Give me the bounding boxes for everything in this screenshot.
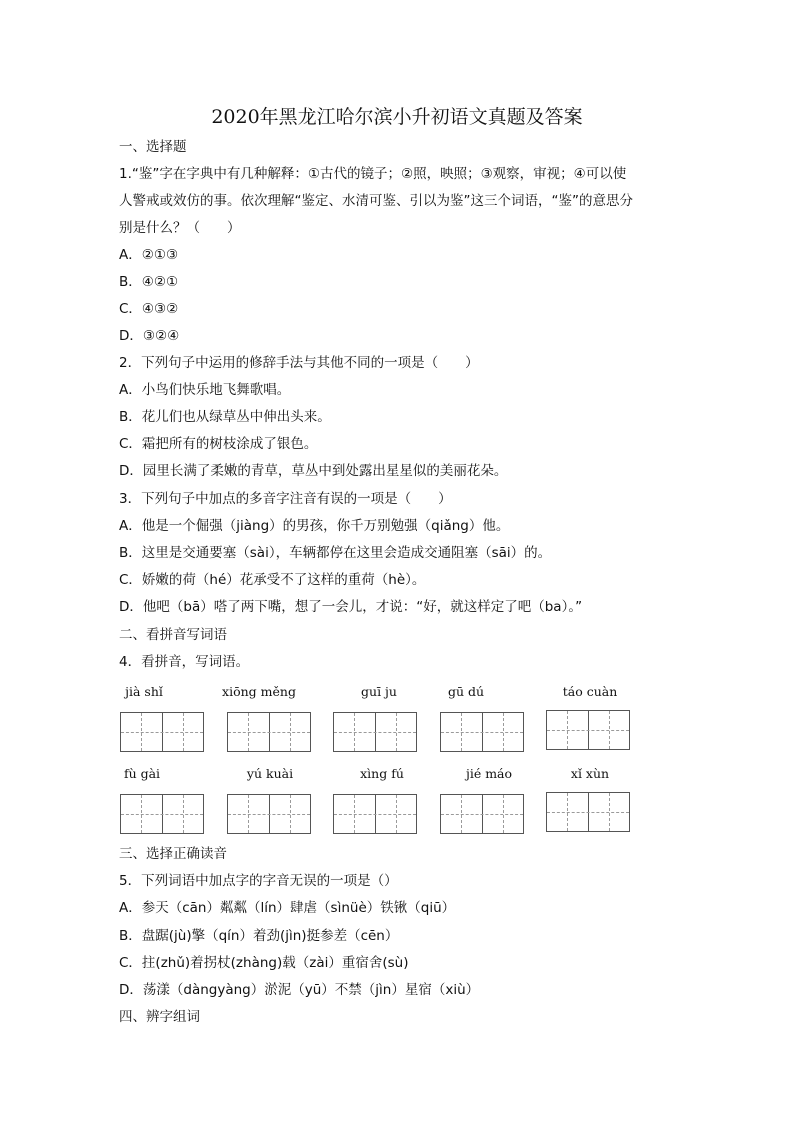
section-heading-pronunciation: 三、选择正确读音: [119, 846, 227, 862]
q4-stem: 4．看拼音，写词语。: [119, 654, 250, 670]
q2-option-a: A．小鸟们快乐地飞舞歌唱。: [119, 382, 291, 398]
q1-option-a: A．②①③: [119, 247, 179, 263]
pinyin-label: yú kuài: [246, 766, 294, 781]
character-writing-grid[interactable]: [440, 794, 524, 834]
q3-stem: 3．下列句子中加点的多音字注音有误的一项是（ ）: [119, 491, 452, 507]
q2-option-b: B．花儿们也从绿草丛中伸出头来。: [119, 409, 331, 425]
section-heading-pinyin: 二、看拼音写词语: [119, 627, 227, 643]
character-writing-grid[interactable]: [227, 712, 311, 752]
character-writing-grid[interactable]: [546, 710, 630, 750]
pinyin-label: gū dú: [447, 684, 485, 699]
q5-option-a: A．参天（cān）粼粼（lín）肆虐（sìnüè）铁锹（qiū）: [119, 900, 456, 916]
pinyin-label: xǐ xùn: [570, 766, 610, 781]
character-writing-grid[interactable]: [546, 792, 630, 832]
q2-option-d: D．园里长满了柔嫩的青草，草丛中到处露出星星似的美丽花朵。: [119, 463, 508, 479]
q1-stem-line-2: 人警戒或效仿的事。依次理解“鉴定、水清可鉴、引以为鉴”这三个词语，“鉴”的意思分: [119, 193, 633, 209]
section-heading-choice: 一、选择题: [119, 139, 187, 155]
pinyin-label: xìng fú: [360, 766, 404, 781]
q5-stem: 5．下列词语中加点字的字音无误的一项是（）: [119, 873, 398, 889]
q5-option-d: D．荡漾（dàngyàng）淤泥（yū）不禁（jìn）星宿（xiù）: [119, 982, 480, 998]
character-writing-grid[interactable]: [440, 712, 524, 752]
pinyin-label: jià shǐ: [125, 684, 163, 699]
pinyin-label: táo cuàn: [562, 684, 618, 699]
document-title: 2020年黑龙江哈尔滨小升初语文真题及答案: [211, 106, 583, 128]
q3-option-b: B．这里是交通要塞（sài），车辆都停在这里会造成交通阻塞（sāi）的。: [119, 545, 552, 561]
q1-option-d: D．③②④: [119, 328, 180, 344]
pinyin-label: guī ju: [361, 684, 397, 699]
q1-option-c: C．④③②: [119, 301, 179, 317]
q5-option-c: C．拄(zhǔ)着拐杖(zhàng)载（zài）重宿舍(sù): [119, 955, 409, 971]
character-writing-grid[interactable]: [227, 794, 311, 834]
q2-stem: 2．下列句子中运用的修辞手法与其他不同的一项是（ ）: [119, 355, 479, 371]
q3-option-d: D．他吧（bā）嗒了两下嘴，想了一会儿，才说：“好，就这样定了吧（ba）。”: [119, 599, 583, 615]
q2-option-c: C．霜把所有的树枝涂成了银色。: [119, 436, 318, 452]
q1-stem-line-3: 别是什么？（ ）: [119, 220, 241, 236]
character-writing-grid[interactable]: [120, 712, 204, 752]
character-writing-grid[interactable]: [333, 712, 417, 752]
q3-option-c: C．娇嫩的荷（hé）花承受不了这样的重荷（hè）。: [119, 572, 426, 588]
pinyin-label: fù gài: [123, 766, 161, 781]
q3-option-a: A．他是一个倔强（jiàng）的男孩，你千万别勉强（qiǎng）他。: [119, 518, 510, 534]
q5-option-b: B．盘踞(jù)擎（qín）着劲(jìn)挺参差（cēn）: [119, 928, 399, 944]
character-writing-grid[interactable]: [120, 794, 204, 834]
section-heading-word-formation: 四、辨字组词: [119, 1009, 200, 1025]
q1-stem-line-1: 1.“鉴”字在字典中有几种解释：①古代的镜子；②照，映照；③观察，审视；④可以使: [119, 166, 627, 182]
character-writing-grid[interactable]: [333, 794, 417, 834]
pinyin-label: jié máo: [465, 766, 513, 781]
pinyin-label: xiōng měng: [222, 684, 296, 699]
q1-option-b: B．④②①: [119, 274, 179, 290]
